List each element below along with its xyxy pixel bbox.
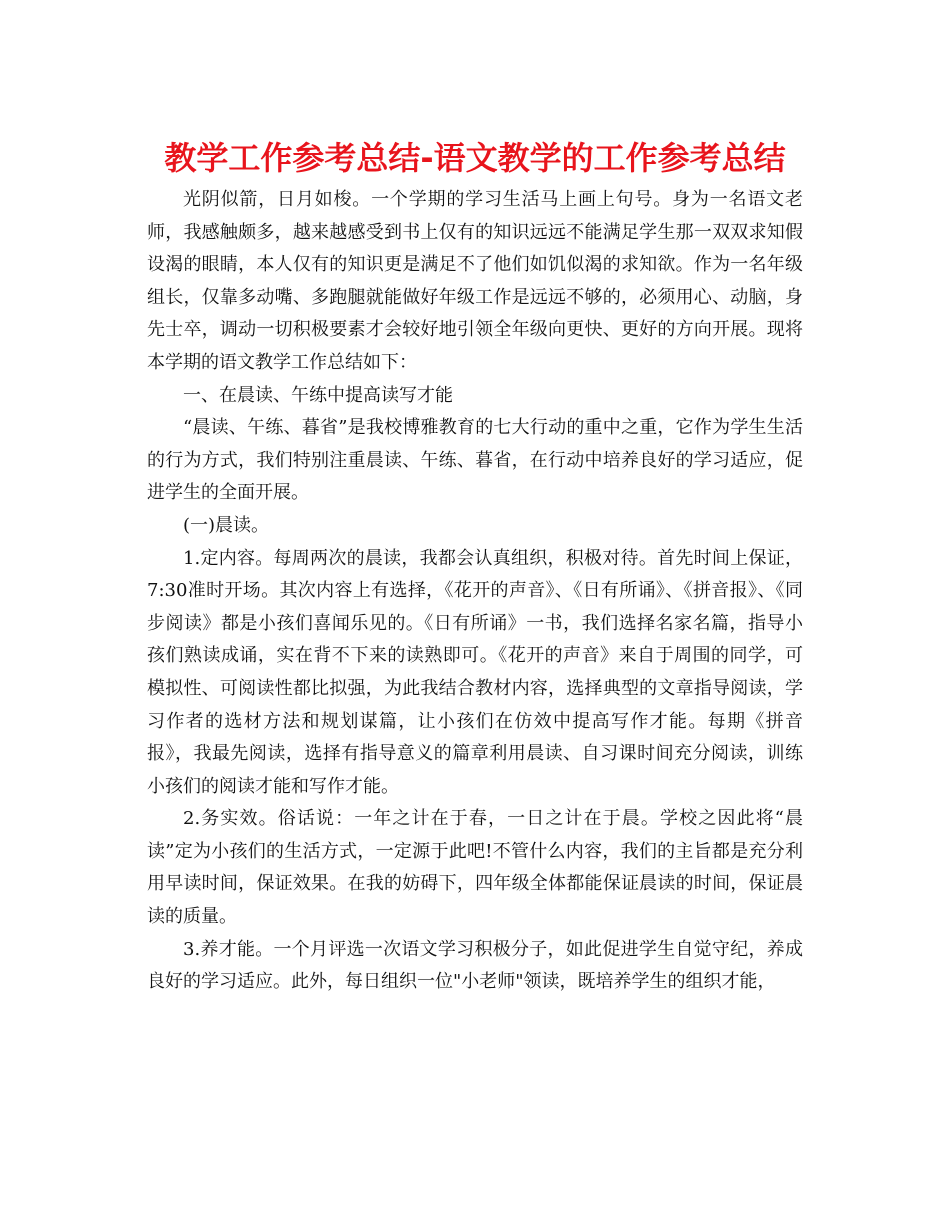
paragraph-item-3: 3.养才能。一个月评选一次语文学习积极分子，如此促进学生自觉守纪，养成良好的学习适应。此外，每日组织一位"小老师"领读，既培养学生的组织才能，: [147, 938, 803, 993]
paragraph-section-1: “晨读、午练、暮省”是我校博雅教育的七大行动的重中之重，它作为学生生活的行为方式，我们特别注重晨读、午练、暮省，在行动中培养良好的学习适应，促进学生的全面开展。: [147, 417, 803, 504]
paragraph-item-1: 1.定内容。每周两次的晨读，我都会认真组织，积极对待。首先时间上保证，7:30准时开场。其次内容上有选择，《花开的声音》、《日有所诵》、《拼音报》、《同步阅读》都是小孩们喜闻乐见的。《日有所诵》一书，我们选择名家名篇，指导小孩们熟读成诵，实在背不下来的读熟即可。《花开的声音》来自于周围的同学，可模拟性、可阅读性都比拟强，为此我结合教材内容，选择典型的文章指导阅读，学习作者的选材方法和规划谋篇，让小孩们在仿效中提高写作才能。每期《拼音报》，我最先阅读，选择有指导意义的篇章利用晨读、自习课时间充分阅读，训练小孩们的阅读才能和写作才能。: [147, 547, 803, 797]
document-title: 教学工作参考总结-语文教学的工作参考总结: [164, 139, 786, 177]
paragraph-item-2: 2.务实效。俗话说：一年之计在于春，一日之计在于晨。学校之因此将“晨读”定为小孩们的生活方式，一定源于此吧!不管什么内容，我们的主旨都是充分利用早读时间，保证效果。在我的妨碍下，四年级全体都能保证晨读的时间，保证晨读的质量。: [147, 808, 803, 928]
section-heading-1: 一、在晨读、午练中提高读写才能: [183, 384, 453, 406]
subsection-heading-morning-reading: (一)晨读。: [183, 514, 270, 536]
paragraph-intro: 光阴似箭，日月如梭。一个学期的学习生活马上画上句号。身为一名语文老师，我感触颇多，越来越感受到书上仅有的知识远远不能满足学生那一双双求知假设渴的眼睛，本人仅有的知识更是满足不了他们如饥似渴的求知欲。作为一名年级组长，仅靠多动嘴、多跑腿就能做好年级工作是远远不够的，必须用心、动脑，身先士卒，调动一切积极要素才会较好地引领全年级向更快、更好的方向开展。现将本学期的语文教学工作总结如下：: [147, 189, 803, 373]
document-body: [147, 184, 803, 999]
